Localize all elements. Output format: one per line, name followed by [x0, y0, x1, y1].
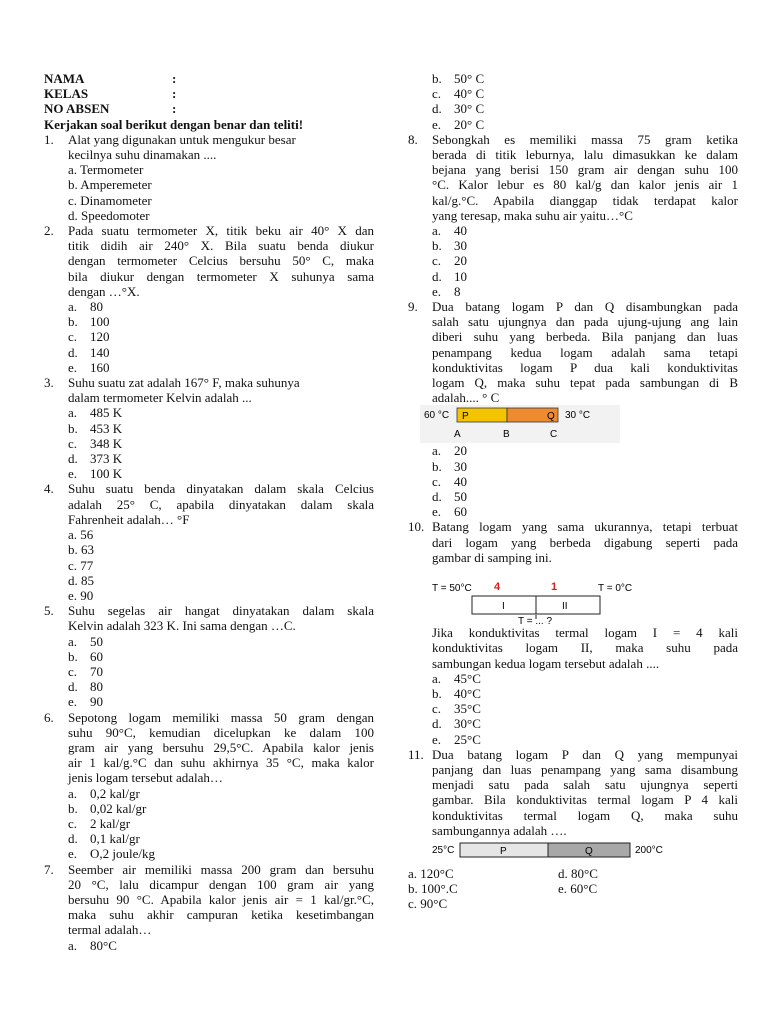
question-number: 7. — [44, 861, 54, 877]
option: d. Speedomoter — [68, 207, 150, 223]
option — [432, 504, 738, 519]
figure-rods-pq — [420, 405, 738, 443]
question-1 — [44, 132, 374, 223]
option-value: 80 — [90, 679, 103, 695]
option — [432, 716, 738, 731]
option-letter: c. — [68, 329, 78, 345]
question-text-line: Sebongkah es memiliki massa 75 gram ketika — [432, 131, 738, 147]
option-value: 40 — [454, 473, 467, 489]
right-temp-label: 30 °C — [565, 410, 591, 422]
question-number: 3. — [44, 375, 54, 391]
question-text-line: Dua batang logam P dan Q yang mempunyai — [432, 746, 738, 762]
question-text-line: Jika konduktivitas termal logam I = 4 kali — [432, 625, 738, 641]
option-value: 120 — [90, 329, 110, 345]
option-letter: a. — [68, 633, 78, 649]
option: d. 80°C — [558, 865, 598, 881]
rod-i-label: I — [502, 601, 505, 613]
question-text-line: dengan …°X. — [68, 283, 140, 299]
question-text-line: dalam termometer Kelvin adalah ... — [68, 390, 252, 406]
question-text-line: panjang dan luas penampang yang sama disambung — [432, 761, 738, 777]
option — [432, 732, 738, 747]
rod-q-label: Q — [547, 411, 555, 423]
option-letter: e. — [68, 694, 78, 710]
question-text-line: bejana yang berisi 150 gram air dengan suhu 100 — [432, 162, 738, 178]
option — [68, 846, 374, 861]
question-text-line: sambungan kedua logam tersebut adalah .... — [432, 655, 660, 671]
option-value: 30° C — [454, 101, 485, 117]
question-text-line: kecilnya suhu dinamakan .... — [68, 147, 217, 163]
option-letter: c. — [68, 435, 78, 451]
option-letter: a. — [432, 223, 442, 239]
option-value: 100 — [90, 314, 110, 330]
option: a. 120°C — [408, 865, 454, 881]
figure-rods-pq-2 — [432, 838, 738, 866]
absen-field — [44, 101, 374, 116]
rod-ii-label: II — [562, 601, 568, 613]
left-temp-label: 25°C — [432, 844, 455, 856]
k-rod-1-label: 4 — [494, 581, 501, 594]
option-letter: c. — [432, 86, 442, 102]
option-value: 90 — [90, 694, 103, 710]
left-temp-label: T = 50°C — [432, 583, 472, 595]
option — [68, 299, 374, 314]
rod-ii — [536, 596, 600, 614]
option — [432, 686, 738, 701]
question-9 — [408, 299, 738, 519]
option-value: 25°C — [454, 731, 481, 747]
rods-i-ii-diagram — [432, 565, 652, 625]
option-value: 0,02 kal/gr — [90, 800, 147, 816]
option — [68, 664, 374, 679]
option-letter: e. — [68, 466, 78, 482]
option-letter: a. — [68, 299, 78, 315]
option — [432, 443, 738, 458]
question-text-line: termal adalah… — [68, 922, 152, 938]
option-letter: e. — [432, 283, 442, 299]
rods-pq-diagram — [420, 405, 620, 443]
rod-q-label: Q — [585, 845, 593, 857]
question-text-line: 20 °C, lalu dicampur dengan 100 gram air yang — [68, 876, 374, 892]
right-temp-label: 200°C — [635, 844, 663, 856]
option-letter: b. — [432, 238, 442, 254]
question-text-line: gambar di samping ini. — [432, 549, 552, 565]
instruction: Kerjakan soal berikut dengan benar dan teliti! — [44, 116, 304, 132]
question-number: 8. — [408, 131, 418, 147]
question-text-line: sambungannya adalah …. — [432, 822, 567, 838]
left-temp-label: 60 °C — [424, 410, 450, 422]
option-letter: a. — [68, 937, 78, 953]
question-text-line: penampang kedua logam adalah sama tetapi — [432, 344, 738, 360]
class-colon: : — [172, 86, 177, 102]
question-text-line: salah satu ujungnya dan pada ujung-ujung ang lain — [432, 314, 738, 330]
option — [68, 816, 374, 831]
question-number: 9. — [408, 299, 418, 315]
option: e. 60°C — [558, 881, 598, 897]
option-value: O,2 joule/kg — [90, 846, 155, 862]
option-value: 140 — [90, 344, 110, 360]
option-value: 373 K — [90, 451, 123, 467]
option — [68, 314, 374, 329]
question-7 — [44, 862, 374, 953]
rods-pq-2-diagram — [432, 838, 672, 866]
question-text-line: kal/g.°C. Apabila dianggap tidak terdapat kalor — [432, 192, 738, 208]
option: c. 77 — [68, 557, 94, 573]
option — [432, 459, 738, 474]
option-value: 60 — [454, 504, 467, 520]
option-letter: b. — [432, 458, 442, 474]
question-text-line: Sepotong logam memiliki massa 50 gram dengan — [68, 709, 374, 725]
joint-temp-label: T = ... ? — [518, 616, 552, 626]
name-field — [44, 71, 374, 86]
option-letter: d. — [432, 101, 442, 117]
option-value: 20 — [454, 443, 467, 459]
option — [68, 466, 374, 481]
option-value: 30°C — [454, 716, 481, 732]
question-6 — [44, 710, 374, 862]
option: b. 63 — [68, 542, 94, 558]
option-value: 50° C — [454, 71, 485, 86]
question-text-line: berada di titik leburnya, lalu dimasukkan ke dalam — [432, 147, 738, 163]
option-value: 100 K — [90, 466, 123, 482]
option-letter: e. — [432, 731, 442, 747]
question-text-line: Fahrenheit adalah… °F — [68, 511, 190, 527]
option-letter: b. — [68, 314, 78, 330]
question-text-line: jenis logam tersebut adalah… — [68, 770, 223, 786]
option — [68, 634, 374, 649]
option — [68, 938, 374, 953]
question-text-line: gram air yang bersuhu 29,5°C. Apabila kalor jenis — [68, 739, 374, 755]
option-letter: c. — [432, 473, 442, 489]
option-value: 0,1 kal/gr — [90, 831, 140, 847]
option-letter: d. — [432, 489, 442, 505]
option — [68, 345, 374, 360]
option — [432, 489, 738, 504]
option: c. Dinamometer — [68, 192, 152, 208]
point-b-label: B — [503, 429, 510, 441]
option-value: 80 — [90, 299, 103, 315]
option-value: 80°C — [90, 937, 117, 953]
option: d. 85 — [68, 572, 94, 588]
question-text-line: Seember air memiliki massa 200 gram dan bersuhu — [68, 861, 374, 877]
option — [432, 223, 738, 238]
question-text-line: Suhu suatu zat adalah 167° F, maka suhunya — [68, 375, 300, 391]
option — [432, 701, 738, 716]
option-letter: b. — [432, 685, 442, 701]
left-column — [44, 71, 374, 953]
question-8 — [408, 132, 738, 299]
option — [432, 101, 738, 116]
absen-colon: : — [172, 101, 177, 117]
question-text-line: Batang logam yang sama ukurannya, tetapi terbuat — [432, 519, 738, 535]
option-value: 10 — [454, 268, 467, 284]
option-letter: b. — [432, 71, 442, 86]
option — [68, 421, 374, 436]
option: b. 100°.C — [408, 881, 458, 897]
name-label: NAMA — [44, 71, 85, 86]
option-letter: a. — [68, 785, 78, 801]
option-letter: d. — [432, 268, 442, 284]
question-11 — [408, 747, 738, 912]
option-letter: b. — [68, 420, 78, 436]
question-7-continued — [408, 71, 738, 132]
option-letter: e. — [432, 504, 442, 520]
question-2 — [44, 223, 374, 375]
question-number: 5. — [44, 603, 54, 619]
option-value: 30 — [454, 238, 467, 254]
question-number: 6. — [44, 709, 54, 725]
question-text-line: logam Q, maka suhu tepat pada sambungan di B — [432, 375, 738, 391]
question-text-line: Dua batang logam P dan Q disambungkan pada — [432, 299, 738, 315]
option-value: 30 — [454, 458, 467, 474]
question-4 — [44, 481, 374, 603]
option — [68, 801, 374, 816]
option-letter: c. — [68, 815, 78, 831]
k-rod-2-label: 1 — [551, 581, 558, 594]
question-text-line: bersuhu 90 °C. Apabila kalor jenis air = 1 kal/gr.°C, — [68, 891, 374, 907]
right-temp-label: T = 0°C — [598, 583, 633, 595]
question-text-line: konduktivitas logam II, maka suhu pada — [432, 640, 738, 656]
question-text-line: adalah.... ° C — [432, 390, 500, 406]
option-letter: d. — [432, 716, 442, 732]
question-number: 10. — [408, 519, 425, 535]
option-value: 2 kal/gr — [90, 815, 131, 831]
option-letter: a. — [68, 405, 78, 421]
option-value: 40° C — [454, 86, 485, 102]
option — [68, 694, 374, 709]
option — [432, 117, 738, 132]
question-text-line: maka suhu akhir campuran ketika kesetimbangan — [68, 907, 374, 923]
option-value: 20 — [454, 253, 467, 269]
class-field — [44, 86, 374, 101]
option-letter: a. — [432, 443, 442, 459]
options-column-2 — [558, 866, 598, 912]
question-10 — [408, 519, 738, 746]
option — [432, 474, 738, 489]
question-number: 11. — [408, 746, 424, 762]
option-letter: d. — [68, 679, 78, 695]
option — [68, 405, 374, 420]
option — [68, 786, 374, 801]
right-column — [408, 71, 738, 912]
question-text-line: suhu 90°C, kemudian dicelupkan ke dalam 100 — [68, 724, 374, 740]
question-text-line: air 1 kal/g.°C dan suhu akhirnya 35 °C, maka kalor — [68, 755, 374, 771]
question-number: 2. — [44, 223, 54, 239]
options-column-1 — [408, 866, 558, 912]
option-letter: c. — [432, 701, 442, 717]
option-letter: b. — [68, 800, 78, 816]
option-letter: d. — [68, 831, 78, 847]
question-text-line: diberi suhu yang berbeda. Bila panjang dan luas — [432, 329, 738, 345]
rod-p-label: P — [462, 411, 469, 423]
option — [68, 831, 374, 846]
option-letter: d. — [68, 451, 78, 467]
option-value: 160 — [90, 359, 110, 375]
options-grid — [408, 866, 738, 912]
question-text-line: Suhu segelas air hangat dinyatakan dalam skala — [68, 603, 374, 619]
option-value: 50 — [90, 633, 103, 649]
option-letter: d. — [68, 344, 78, 360]
option-letter: c. — [432, 253, 442, 269]
question-text-line: adalah 25° C, apabila dinyatakan dalam skala — [68, 496, 374, 512]
option — [432, 238, 738, 253]
question-3 — [44, 375, 374, 481]
question-text-line: dari logam yang berbeda digabung seperti pada — [432, 534, 738, 550]
option — [68, 649, 374, 664]
name-colon: : — [172, 71, 177, 86]
option — [68, 360, 374, 375]
option — [432, 253, 738, 268]
option-value: 45°C — [454, 670, 481, 686]
option — [432, 86, 738, 101]
question-text-line: Alat yang digunakan untuk mengukur besar — [68, 131, 296, 147]
question-text-line: °C. Kalor lebur es 80 kal/g dan kalor jenis air 1 — [432, 177, 738, 193]
option-value: 40 — [454, 223, 467, 239]
option: a. Termometer — [68, 162, 144, 178]
option: e. 90 — [68, 587, 94, 603]
option: b. Amperemeter — [68, 177, 152, 193]
question-text-line: Kelvin adalah 323 K. Ini sama dengan …C. — [68, 618, 296, 634]
question-text-line: Pada suatu termometer X, titik beku air 40° X dan — [68, 223, 374, 239]
option — [68, 679, 374, 694]
option-value: 40°C — [454, 685, 481, 701]
question-text-line: dengan termometer Celcius bersuhu 50° C, maka — [68, 253, 374, 269]
question-5 — [44, 603, 374, 709]
option-value: 20° C — [454, 116, 485, 132]
absen-label: NO ABSEN — [44, 101, 110, 117]
option-value: 485 K — [90, 405, 123, 421]
option — [68, 329, 374, 344]
option — [432, 71, 738, 86]
option — [68, 436, 374, 451]
option: a. 56 — [68, 527, 94, 543]
question-text-line: yang teresap, maka suhu air yaitu…°C — [432, 207, 633, 223]
question-text-line: konduktivitas termal logam Q, maka suhu — [432, 807, 738, 823]
rod-p-label: P — [500, 845, 507, 857]
option-value: 50 — [454, 489, 467, 505]
option-value: 70 — [90, 663, 103, 679]
option — [432, 269, 738, 284]
option-letter: b. — [68, 648, 78, 664]
option-value: 60 — [90, 648, 103, 664]
option-value: 35°C — [454, 701, 481, 717]
option-letter: e. — [68, 359, 78, 375]
option-letter: c. — [68, 663, 78, 679]
question-text-line: menjadi satu pada salah satu ujungnya seperti — [432, 777, 738, 793]
question-text-line: titik didih air 240° X. Bila suatu benda diukur — [68, 238, 374, 254]
option: c. 90°C — [408, 896, 448, 912]
option-letter: e. — [68, 846, 78, 862]
question-text-line: konduktivitas logam P dua kali konduktivitas — [432, 359, 738, 375]
point-a-label: A — [454, 429, 461, 441]
option-letter: e. — [432, 116, 442, 132]
question-number: 4. — [44, 481, 54, 497]
option — [68, 451, 374, 466]
class-label: KELAS — [44, 86, 89, 102]
option-value: 0,2 kal/gr — [90, 785, 140, 801]
option-value: 453 K — [90, 420, 123, 436]
question-number: 1. — [44, 131, 54, 147]
figure-rods-i-ii — [432, 565, 738, 625]
option — [432, 671, 738, 686]
question-text-line: bila diukur dengan termometer X suhunya sama — [68, 268, 374, 284]
option-value: 348 K — [90, 435, 123, 451]
question-text-line: gambar. Bila konduktivitas termal logam P 4 kali — [432, 792, 738, 808]
option-letter: a. — [432, 670, 442, 686]
option — [432, 284, 738, 299]
point-c-label: C — [550, 429, 558, 441]
option-value: 8 — [454, 283, 461, 299]
question-text-line: Suhu suatu benda dinyatakan dalam skala Celcius — [68, 481, 374, 497]
